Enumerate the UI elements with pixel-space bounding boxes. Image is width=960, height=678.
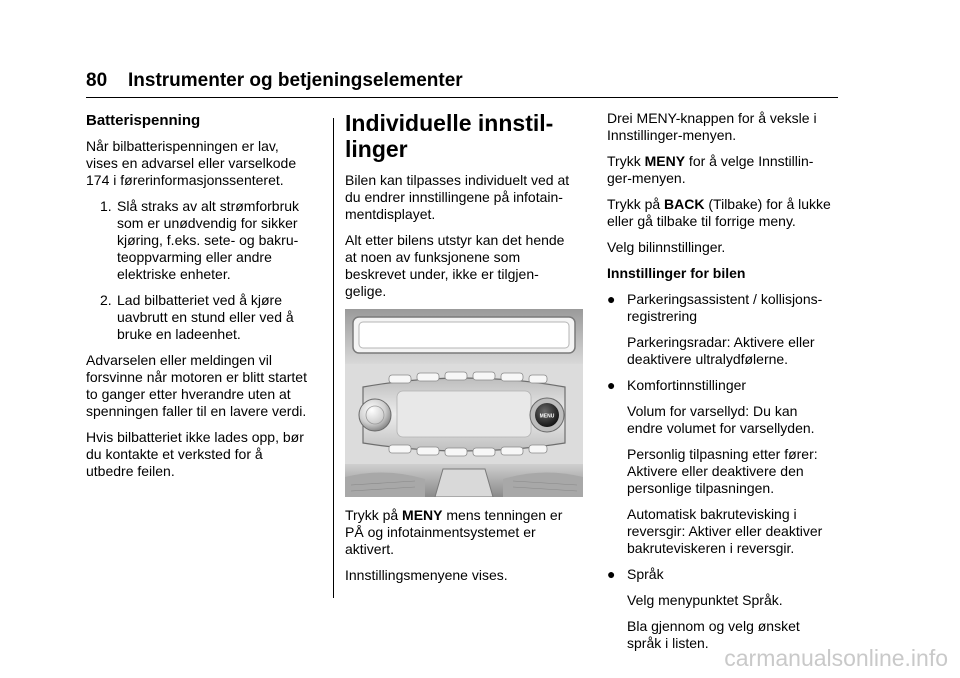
column-right [607,110,839,661]
battery-intro: Når bilbatterispenningen er lav, vises en advarsel eller varselkode 174 i førerinformasjonssenteret. [86,138,297,188]
header-rule [86,97,838,98]
rotate-menu-para: Drei MENY-knappen for å veksle i Innstillinger-menyen. [607,110,817,143]
press-menu-select-para: Trykk MENY for å velge Innstillin- ger-menyen. [607,153,814,186]
step-2: 2. Lad bilbatteriet ved å kjøre uavbrutt en stund eller ved å bruke en ladeenhet. [100,292,294,342]
parking-radar-desc: Parkeringsradar: Aktivere eller deaktivere ultralydfølerne. [627,334,815,367]
menu-keyword: MENY [402,507,443,523]
menu-knob-label: MENU [539,413,555,420]
column-divider [333,118,334,598]
bullet-dot-icon: ● [607,566,616,582]
bottom-button [445,448,467,456]
menu-keyword: MENY [644,153,686,169]
back-keyword: BACK [664,196,705,212]
top-button [445,372,467,380]
chapter-title: Instrumenter og betjeningselementer [128,70,463,91]
center-button-area [397,391,531,437]
bullet-dot-icon: ● [607,291,616,307]
vehicle-settings-heading: Innstillinger for bilen [607,265,746,281]
bullet-dot-icon: ● [607,377,616,393]
bottom-button [417,447,439,455]
column-left [86,110,318,489]
center-console [435,469,493,497]
top-button [529,375,547,383]
top-button [501,373,523,381]
bullet-language: ● Språk [607,566,664,582]
page-header [86,70,463,92]
bullet-comfort: ● Komfortinnstillinger [607,377,747,393]
section-title-settings: Individuelle innstil- linger [345,110,554,162]
language-select-desc: Velg menypunktet Språk. [627,592,783,608]
bottom-button [389,445,411,453]
volume-knob [359,399,391,431]
press-menu-para: Trykk på MENY mens tenningen er PÅ og infotainmentsystemet er aktivert. [345,507,563,557]
alert-volume-desc: Volum for varsellyd: Du kan endre volumet for varsellyden. [627,403,815,436]
battery-warning-para: Advarselen eller meldingen vil forsvinne når motoren er blitt startet to ganger etter hverandre uten at spenningen faller til en lavere verdi. [86,352,307,419]
top-button [473,372,495,380]
bottom-button [473,448,495,456]
battery-workshop-para: Hvis bilbatteriet ikke lades opp, bør du kontakte et verksted for å utbedre feilen. [86,429,304,479]
watermark: carmanualsonline.info [724,645,948,671]
settings-menus-shown: Innstillingsmenyene vises. [345,567,508,583]
page-number: 80 [86,70,108,91]
driver-personalization-desc: Personlig tilpasning etter fører: Aktivere eller deaktivere den personlige tilpasningen. [627,446,818,496]
language-list-desc: Bla gjennom og velg ønsket språk i listen. [627,618,800,651]
press-back-para: Trykk på BACK (Tilbake) for å lukke eller gå tilbake til forrige meny. [607,196,831,229]
settings-intro: Bilen kan tilpasses individuelt ved at du endrer innstillingene på infotain- mentdisplayet. [345,172,570,222]
top-button [417,373,439,381]
top-button [389,375,411,383]
section-heading-battery: Batterispenning [86,112,201,129]
infotainment-panel-illustration [345,309,583,497]
display-inner [359,322,569,348]
bottom-button [501,447,523,455]
settings-equipment-note: Alt etter bilens utstyr kan det hende at noen av funksjonene som beskrevet under, ikke er tilgjen- gelige. [345,232,565,299]
step-1: 1. Slå straks av alt strømforbruk som er unødvendig for sikker kjøring, f.eks. sete- og bakru- teoppvarming eller andre elektriske enheter. [100,198,300,282]
bullet-parking: ● Parkeringsassistent / kollisjons- registrering [607,291,823,324]
bottom-button [529,445,547,453]
select-vehicle-settings: Velg bilinnstillinger. [607,239,726,255]
rear-wiper-desc: Automatisk bakrutevisking i reversgir: Aktiver eller deaktiver bakruteviskeren i reversgir. [627,506,823,556]
column-middle [345,110,583,593]
